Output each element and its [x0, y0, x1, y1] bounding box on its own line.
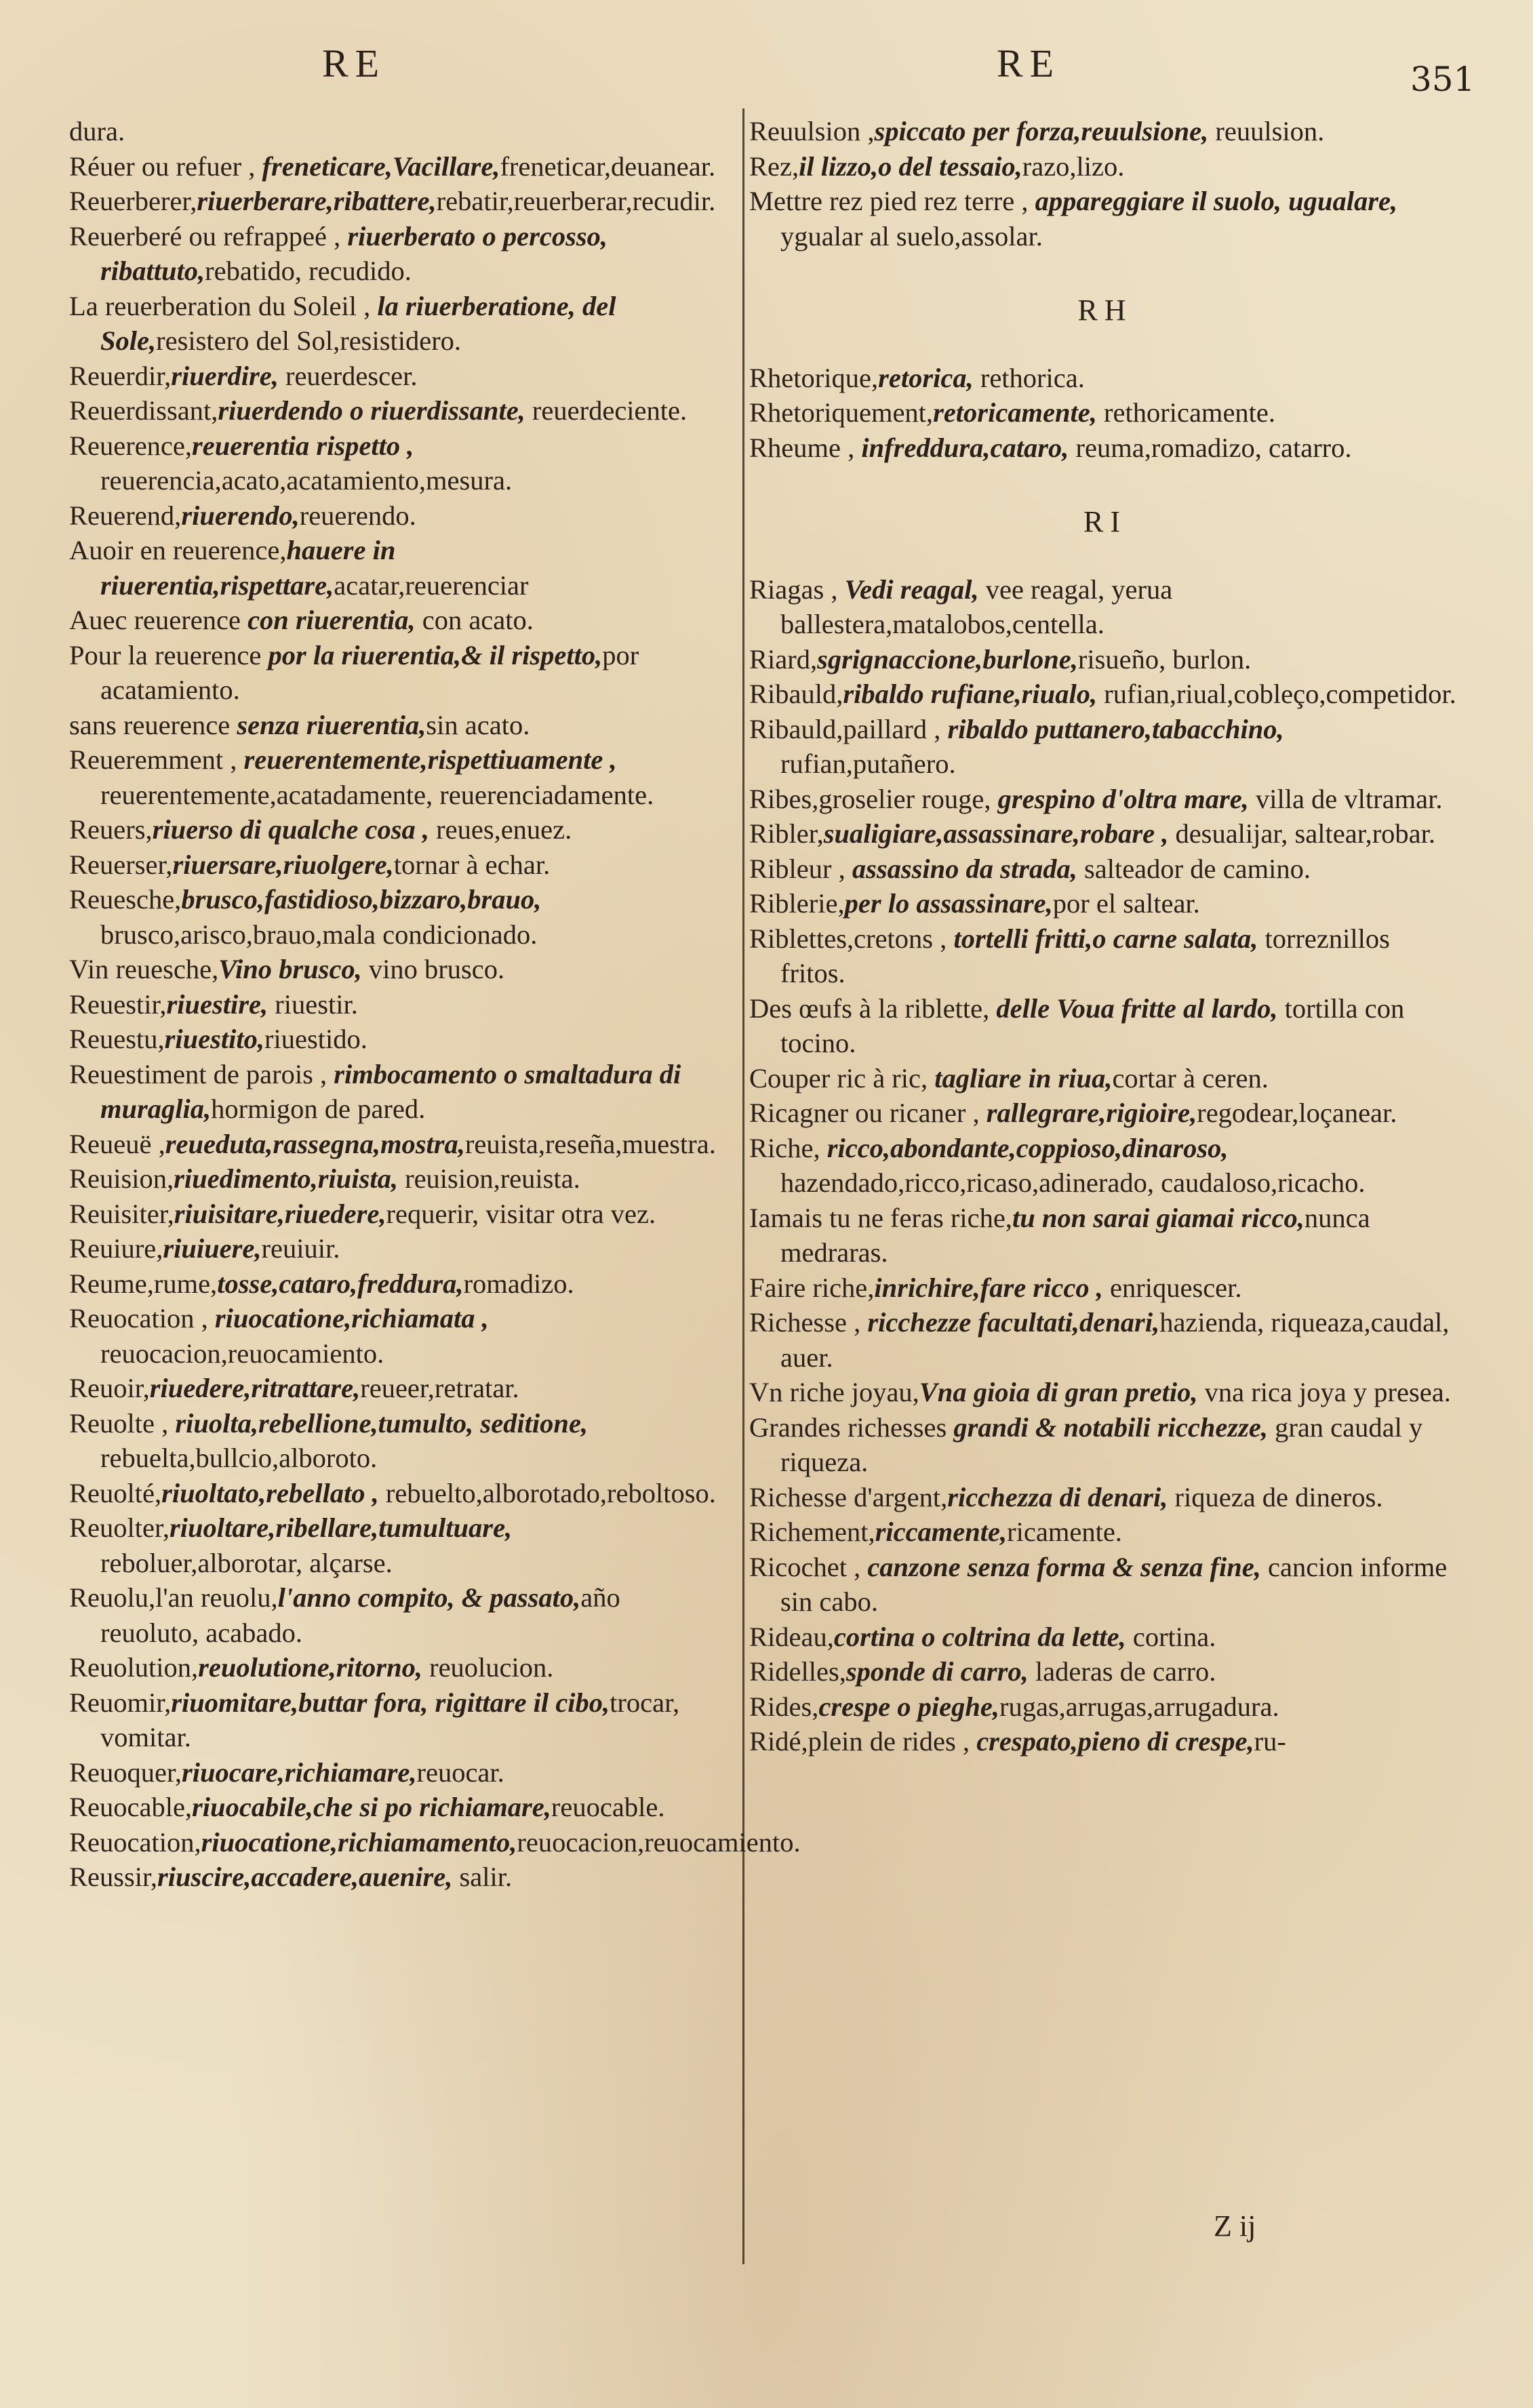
entry-text: por el saltear.: [1052, 888, 1200, 919]
italian-gloss: riuscire,accadere,auenire,: [157, 1862, 453, 1892]
entry-text: salteador de camino.: [1077, 853, 1311, 884]
entry-text: Richesse ,: [749, 1307, 868, 1338]
entry-text: hormigon de pared.: [211, 1093, 426, 1124]
entry-text: Riard,: [749, 643, 818, 675]
entry-text: cortina.: [1126, 1621, 1216, 1652]
italian-gloss: riuocatione,richiamata ,: [214, 1303, 489, 1333]
entry-text: Ridelles,: [749, 1656, 846, 1687]
entry-text: Reuolution,: [69, 1652, 199, 1683]
dictionary-entry: [69, 987, 720, 1022]
italian-gloss: riuiuere,: [163, 1233, 262, 1264]
entry-text: Riblerie,: [749, 888, 845, 919]
entry-text: Vin reuesche,: [69, 954, 219, 984]
entry-text: romadizo.: [463, 1268, 574, 1299]
italian-gloss: riuerendo,: [181, 500, 300, 531]
entry-text: Riblettes,cretons ,: [749, 923, 954, 954]
dictionary-entry: [749, 886, 1461, 921]
entry-text: Mettre rez pied rez terre ,: [749, 186, 1035, 216]
entry-text: Riagas ,: [749, 574, 845, 605]
italian-gloss: hauere in riuerentia,rispettare,: [100, 535, 396, 601]
italian-gloss: canzone senza forma & senza fine,: [867, 1551, 1261, 1582]
entry-text: Reuolter,: [69, 1512, 170, 1543]
italian-gloss: spiccato per forza,reuulsione,: [874, 116, 1209, 146]
entry-text: reuerdeciente.: [525, 395, 688, 426]
dictionary-entry: [749, 1061, 1461, 1096]
dictionary-entry: [69, 1790, 720, 1825]
italian-gloss: assassino da strada,: [852, 853, 1077, 884]
dictionary-entry: [69, 1161, 720, 1197]
entry-text: Couper ric à ric,: [749, 1062, 935, 1093]
right-column-re-entries: [749, 114, 1461, 254]
dictionary-entry: [69, 184, 720, 219]
running-head-right: RE: [997, 41, 1061, 85]
dictionary-entry: [749, 1201, 1461, 1270]
page-number: 351: [1410, 60, 1475, 99]
dictionary-entry: [69, 1197, 720, 1232]
entry-text: Reuocable,: [69, 1792, 193, 1822]
entry-text: riqueza de dineros.: [1168, 1481, 1383, 1512]
italian-gloss: riuestire,: [166, 988, 268, 1020]
entry-text: rugas,arrugas,arrugadura.: [999, 1691, 1279, 1722]
dictionary-entry: [749, 677, 1461, 712]
italian-gloss: Vedi reagal,: [844, 574, 979, 605]
entry-text: Auec reuerence: [69, 605, 248, 635]
entry-text: gran caudal y riqueza.: [780, 1411, 1423, 1477]
italian-gloss: riuerdire,: [171, 360, 279, 391]
italian-gloss: reueduta,rassegna,mostra,: [165, 1128, 465, 1159]
entry-text: reuerencia,acato,acatamiento,mesura.: [100, 465, 513, 496]
italian-gloss: riuerberare,ribattere,: [197, 186, 437, 216]
entry-text: por acatamiento.: [100, 639, 639, 705]
entry-text: Reueremment ,: [69, 744, 244, 775]
italian-gloss: riuoltato,rebellato ,: [161, 1477, 379, 1508]
dictionary-entry: [749, 991, 1461, 1061]
dictionary-entry: [749, 1689, 1461, 1725]
section-heading-ri: RI: [1083, 505, 1127, 538]
entry-text: riuestir.: [268, 988, 358, 1020]
entry-text: reuiuir.: [261, 1233, 340, 1264]
dictionary-entry: [749, 572, 1461, 642]
dictionary-entry: [69, 1825, 801, 1860]
entry-text: Ridé,plein de rides ,: [749, 1726, 977, 1757]
entry-text: reuision,reuista.: [397, 1163, 580, 1194]
dictionary-entry: [69, 1510, 720, 1580]
dictionary-entry: [69, 428, 720, 498]
dictionary-entry: [749, 1131, 1461, 1201]
entry-text: tornar à echar.: [393, 849, 551, 880]
dictionary-entry: [69, 359, 720, 394]
dictionary-entry: [69, 1022, 720, 1057]
right-column-ri-entries: [749, 572, 1461, 1759]
entry-text: Ricochet ,: [749, 1551, 868, 1582]
entry-text: hazienda, riqueaza,caudal, auer.: [780, 1307, 1450, 1373]
dictionary-entry: [749, 851, 1461, 887]
entry-text: Reuerser,: [69, 849, 173, 880]
entry-text: resistero del Sol,resistidero.: [156, 325, 462, 356]
dictionary-entry: [69, 1406, 720, 1476]
entry-text: Reuerence,: [69, 430, 193, 461]
dictionary-entry: [749, 712, 1461, 782]
entry-text: Reuestu,: [69, 1024, 165, 1054]
entry-text: Reuestiment de parois ,: [69, 1058, 334, 1089]
entry-text: Réuer ou refuer ,: [69, 150, 262, 182]
italian-gloss: tosse,cataro,freddura,: [217, 1268, 464, 1299]
entry-text: trocar, vomitar.: [100, 1687, 680, 1752]
dictionary-entry: [69, 708, 720, 743]
entry-text: Reuerend,: [69, 500, 182, 531]
italian-gloss: con riuerentia,: [247, 605, 416, 635]
entry-text: riuestido.: [264, 1024, 367, 1054]
section-heading-rh: RH: [1077, 294, 1133, 327]
dictionary-entry: [69, 1476, 720, 1511]
entry-text: Reuesche,: [69, 884, 182, 915]
entry-text: Ribleur ,: [749, 853, 852, 884]
right-column-rh-entries: [749, 361, 1461, 466]
italian-gloss: sgrignaccione,burlone,: [817, 643, 1078, 675]
entry-text: tortilla con tocino.: [780, 992, 1405, 1058]
entry-text: brusco,arisco,brauo,mala condicionado.: [100, 919, 538, 950]
entry-text: desualijar, saltear,robar.: [1168, 818, 1436, 849]
dictionary-entry: [69, 1266, 720, 1302]
entry-text: Faire riche,: [749, 1272, 875, 1303]
entry-text: Reuision,: [69, 1163, 174, 1194]
italian-gloss: appareggiare il suolo, ugualare,: [1035, 186, 1398, 216]
entry-text: Reuiure,: [69, 1233, 163, 1264]
dictionary-entry: [749, 816, 1461, 851]
italian-gloss: por la riuerentia,& il rispetto,: [268, 639, 603, 670]
entry-text: enriquescer.: [1102, 1272, 1242, 1303]
dictionary-entry: [69, 289, 720, 359]
dictionary-entry: [749, 921, 1461, 991]
italian-gloss: grespino d'oltra mare,: [997, 783, 1249, 814]
entry-text: vino brusco.: [361, 954, 505, 984]
entry-text: Vn riche joyau,: [749, 1377, 919, 1407]
entry-text: ru-: [1254, 1726, 1286, 1757]
entry-text: hazendado,ricco,ricaso,adinerado, caudaloso,ricacho.: [780, 1167, 1366, 1198]
italian-gloss: riuocare,richiamare,: [181, 1757, 417, 1788]
entry-text: Rides,: [749, 1691, 819, 1722]
italian-gloss: riuedimento,riuista,: [174, 1163, 398, 1194]
italian-gloss: riuerso di qualche cosa ,: [152, 814, 429, 845]
entry-text: reuerentemente,acatadamente, reuerenciadamente.: [100, 779, 654, 810]
running-head-left: RE: [322, 41, 386, 85]
italian-gloss: inrichire,fare ricco ,: [874, 1272, 1103, 1303]
italian-gloss: brusco,fastidioso,bizzaro,brauo,: [181, 884, 542, 915]
dictionary-entry: [69, 149, 720, 184]
italian-gloss: reuerentia rispetto ,: [192, 430, 414, 461]
dictionary-entry: [749, 642, 1461, 677]
dictionary-entry: [749, 1724, 1461, 1759]
dictionary-entry: [69, 603, 720, 638]
entry-text: torreznillos fritos.: [780, 923, 1390, 988]
italian-gloss: tu non sarai giamai ricco,: [1012, 1202, 1305, 1233]
entry-text: Ribes,groselier rouge,: [749, 783, 998, 814]
italian-gloss: sualigiare,assassinare,robare ,: [823, 818, 1169, 849]
dictionary-entry: [69, 1755, 720, 1790]
entry-text: salir.: [452, 1862, 513, 1892]
column-divider: [742, 108, 744, 2264]
dictionary-entry: [749, 395, 1461, 430]
italian-gloss: crespe o pieghe,: [818, 1691, 999, 1722]
dictionary-entry: [69, 742, 720, 812]
dictionary-entry: [69, 638, 720, 708]
entry-text: Reuerberé ou refrappeé ,: [69, 220, 348, 252]
entry-text: Pour la reuerence: [69, 639, 268, 670]
entry-text: Reuocation ,: [69, 1303, 215, 1333]
dictionary-entry: [69, 498, 720, 534]
dictionary-entry: [749, 1410, 1461, 1480]
dictionary-entry: [69, 1231, 720, 1266]
italian-gloss: cortina o coltrina da lette,: [833, 1621, 1126, 1652]
dictionary-entry: [69, 1127, 720, 1162]
entry-text: reuocacion,reuocamiento.: [517, 1826, 801, 1858]
entry-text: vna rica joya y presea.: [1197, 1377, 1451, 1407]
dictionary-entry: [69, 114, 720, 149]
entry-text: reueer,retratar.: [360, 1373, 519, 1403]
italian-gloss: infreddura,cataro,: [861, 432, 1069, 463]
entry-text: laderas de carro.: [1028, 1656, 1216, 1687]
dictionary-entry: [749, 149, 1461, 184]
entry-text: dura.: [69, 116, 125, 146]
entry-text: Reuoir,: [69, 1373, 150, 1403]
right-column: [749, 114, 1461, 1759]
dictionary-entry: [69, 952, 720, 987]
entry-text: Ribauld,: [749, 679, 843, 709]
entry-text: reuerendo.: [299, 500, 416, 531]
entry-text: Reueuë ,: [69, 1128, 165, 1159]
italian-gloss: riuocabile,che si po richiamare,: [192, 1792, 551, 1822]
entry-text: Reume,rume,: [69, 1268, 218, 1299]
italian-gloss: sponde di carro,: [845, 1656, 1029, 1687]
dictionary-entry: [749, 1654, 1461, 1689]
entry-text: reuma,romadizo, catarro.: [1069, 432, 1352, 463]
entry-text: sin acato.: [426, 709, 530, 740]
entry-text: Reussir,: [69, 1862, 158, 1892]
entry-text: Rideau,: [749, 1621, 834, 1652]
italian-gloss: rimbocamento o smaltadura di muraglia,: [100, 1058, 681, 1124]
entry-text: rebatir,reuerberar,recudir.: [436, 186, 716, 216]
entry-text: rufian,putañero.: [780, 748, 956, 779]
dictionary-entry: [69, 847, 720, 883]
dictionary-entry: [749, 1096, 1461, 1131]
italian-gloss: l'anno compito, & passato,: [277, 1582, 581, 1613]
dictionary-entry: [69, 1860, 720, 1895]
entry-text: Reuolté,: [69, 1477, 162, 1508]
entry-text: reuocable.: [551, 1792, 665, 1822]
entry-text: acatar,reuerenciar: [334, 569, 529, 601]
italian-gloss: riuomitare,buttar fora, rigittare il cibo,: [171, 1687, 610, 1718]
italian-gloss: retorica,: [878, 362, 974, 393]
italian-gloss: grandi & notabili ricchezze,: [953, 1411, 1268, 1443]
entry-text: requerir, visitar otra vez.: [386, 1198, 656, 1229]
entry-text: Reuerberer,: [69, 186, 197, 216]
entry-text: ygualar al suelo,assolar.: [780, 220, 1043, 252]
entry-text: cancion informe sin cabo.: [780, 1551, 1448, 1617]
italian-gloss: riuerberato o percosso, ribattuto,: [100, 220, 608, 286]
entry-text: rufian,riual,cobleço,competidor.: [1097, 679, 1456, 709]
entry-text: reboluer,alborotar, alçarse.: [100, 1547, 393, 1578]
italian-gloss: ribaldo rufiane,riualo,: [843, 679, 1098, 709]
entry-text: reuerdescer.: [278, 360, 418, 391]
dictionary-entry: [69, 812, 720, 847]
entry-text: reuocacion,reuocamiento.: [100, 1338, 384, 1369]
italian-gloss: riuolta,rebellione,tumulto, seditione,: [175, 1407, 589, 1439]
italian-gloss: ricchezza di denari,: [947, 1481, 1168, 1512]
entry-text: Rhetorique,: [749, 362, 879, 393]
entry-text: rethoricamente.: [1096, 397, 1276, 428]
entry-text: Reuisiter,: [69, 1198, 174, 1229]
entry-text: sans reuerence: [69, 709, 237, 740]
entry-text: cortar à ceren.: [1112, 1062, 1269, 1093]
entry-text: con acato.: [415, 605, 534, 635]
italian-gloss: tortelli fritti,o carne salata,: [953, 923, 1258, 954]
entry-text: reuolucion.: [422, 1652, 554, 1683]
entry-text: risueño, burlon.: [1077, 643, 1252, 675]
entry-text: rethorica.: [973, 362, 1085, 393]
dictionary-entry: [69, 1301, 720, 1371]
dictionary-entry: [69, 1371, 720, 1406]
entry-text: Riche,: [749, 1132, 827, 1163]
italian-gloss: retoricamente,: [933, 397, 1097, 428]
dictionary-entry: [749, 184, 1461, 254]
italian-gloss: riuisitare,riuedere,: [174, 1198, 386, 1229]
entry-text: Reuocation,: [69, 1826, 201, 1858]
entry-text: Reuerdissant,: [69, 395, 218, 426]
entry-text: Ribauld,paillard ,: [749, 713, 948, 744]
entry-text: Rez,: [749, 150, 799, 182]
entry-text: vee reagal, yerua ballestera,matalobos,centella.: [780, 574, 1173, 639]
entry-text: razo,lizo.: [1022, 150, 1125, 182]
italian-gloss: reuolutione,ritorno,: [198, 1652, 422, 1683]
entry-text: Grandes richesses: [749, 1411, 954, 1443]
entry-text: Richement,: [749, 1517, 875, 1547]
italian-gloss: ricchezze facultati,denari,: [867, 1307, 1160, 1338]
dictionary-entry: [69, 219, 720, 289]
entry-text: Ribler,: [749, 818, 824, 849]
entry-text: Ricagner ou ricaner ,: [749, 1098, 987, 1128]
entry-text: Rheume ,: [749, 432, 862, 463]
dictionary-entry: [69, 1650, 720, 1685]
italian-gloss: il lizzo,o del tessaio,: [799, 150, 1022, 182]
entry-text: reuulsion.: [1208, 116, 1325, 146]
dictionary-entry: [749, 361, 1461, 396]
entry-text: La reuerberation du Soleil ,: [69, 290, 378, 321]
entry-text: año reuoluto, acabado.: [100, 1582, 620, 1648]
italian-gloss: crespato,pieno di crespe,: [976, 1726, 1254, 1757]
italian-gloss: riuerdendo o riuerdissante,: [218, 395, 525, 426]
italian-gloss: riuestito,: [164, 1024, 265, 1054]
italian-gloss: riuoltare,ribellare,tumultuare,: [169, 1512, 513, 1543]
entry-text: Reuerdir,: [69, 360, 172, 391]
entry-text: Reuolte ,: [69, 1407, 176, 1439]
entry-text: rebuelto,alborotado,reboltoso.: [378, 1477, 716, 1508]
entry-text: Reuoquer,: [69, 1757, 182, 1788]
entry-text: Reuulsion ,: [749, 116, 875, 146]
entry-text: regodear,loçanear.: [1197, 1098, 1397, 1128]
italian-gloss: rallegrare,rigioire,: [986, 1098, 1197, 1128]
entry-text: reuocar.: [416, 1757, 504, 1788]
dictionary-entry: [749, 1514, 1461, 1550]
entry-text: villa de vltramar.: [1248, 783, 1443, 814]
italian-gloss: la riuerberatione, del Sole,: [100, 290, 616, 356]
entry-text: rebatido, recudido.: [205, 256, 412, 286]
dictionary-entry: [749, 1620, 1461, 1655]
dictionary-entry: [69, 533, 720, 603]
entry-text: Rhetoriquement,: [749, 397, 934, 428]
entry-text: rebuelta,bullcio,alboroto.: [100, 1443, 378, 1473]
italian-gloss: Vino brusco,: [218, 954, 362, 984]
dictionary-entry: [69, 1685, 720, 1755]
entry-text: reues,enuez.: [429, 814, 572, 845]
dictionary-entry: [749, 114, 1461, 149]
italian-gloss: delle Voua fritte al lardo,: [996, 992, 1278, 1024]
italian-gloss: freneticare,Vacillare,: [262, 150, 500, 182]
dictionary-entry: [749, 1305, 1461, 1375]
dictionary-entry: [69, 882, 720, 952]
dictionary-entry: [749, 1270, 1461, 1306]
italian-gloss: riuocatione,richiamamento,: [201, 1826, 517, 1858]
dictionary-entry: [749, 1550, 1461, 1620]
entry-text: nunca medraras.: [780, 1202, 1370, 1268]
dictionary-entry: [69, 1580, 720, 1650]
entry-text: ricamente.: [1007, 1517, 1122, 1547]
dictionary-entry: [749, 1480, 1461, 1515]
italian-gloss: riuersare,riuolgere,: [172, 849, 394, 880]
dictionary-entry: [749, 1375, 1461, 1410]
entry-text: Iamais tu ne feras riche,: [749, 1202, 1012, 1233]
italian-gloss: reuerentemente,rispettiuamente ,: [243, 744, 617, 775]
italian-gloss: tagliare in riua,: [934, 1062, 1113, 1093]
italian-gloss: riuedere,ritrattare,: [149, 1373, 361, 1403]
entry-text: Reuomir,: [69, 1687, 172, 1718]
entry-text: Des œufs à la riblette,: [749, 992, 997, 1024]
entry-text: Auoir en reuerence,: [69, 535, 287, 565]
entry-text: reuista,reseña,muestra.: [464, 1128, 716, 1159]
italian-gloss: senza riuerentia,: [237, 709, 426, 740]
signature-mark: Z ij: [1214, 2209, 1256, 2243]
dictionary-entry: [749, 430, 1461, 466]
entry-text: Reuolu,l'an reuolu,: [69, 1582, 278, 1613]
dictionary-entry: [69, 1057, 720, 1127]
italian-gloss: ricco,abondante,coppioso,dinaroso,: [827, 1132, 1229, 1163]
italian-gloss: Vna gioia di gran pretio,: [919, 1377, 1198, 1407]
entry-text: Richesse d'argent,: [749, 1481, 948, 1512]
dictionary-entry: [69, 393, 720, 428]
dictionary-entry: [749, 782, 1461, 817]
entry-text: Reuers,: [69, 814, 153, 845]
entry-text: freneticar,deuanear.: [500, 150, 716, 182]
italian-gloss: per lo assassinare,: [844, 888, 1053, 919]
italian-gloss: riccamente,: [875, 1517, 1008, 1547]
italian-gloss: ribaldo puttanero,tabacchino,: [947, 713, 1284, 744]
entry-text: Reuestir,: [69, 988, 167, 1020]
